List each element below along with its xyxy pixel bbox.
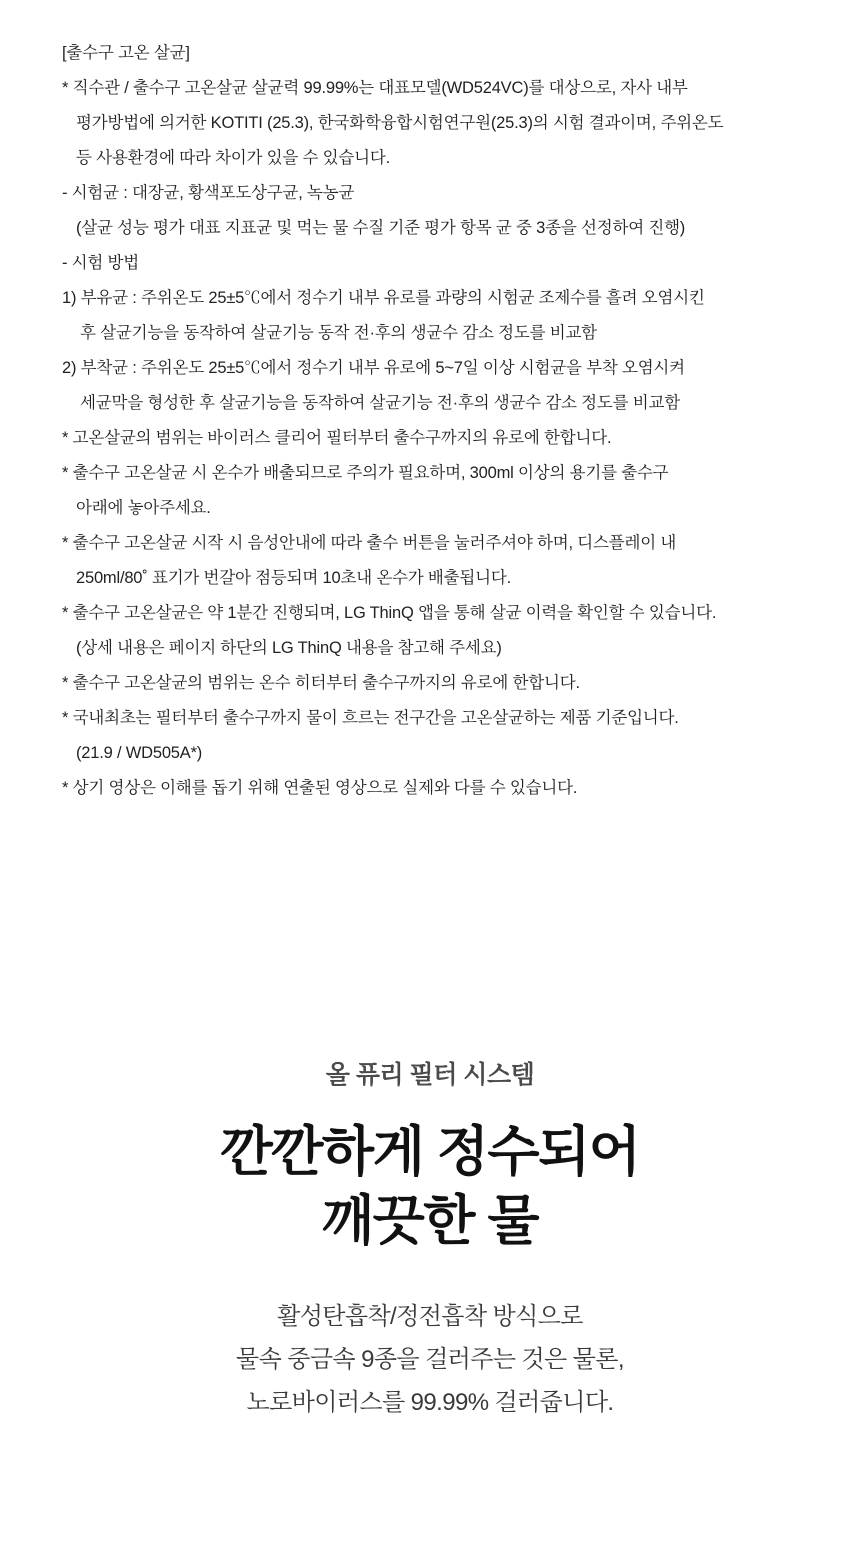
disclaimer-heading: [출수구 고온 살균]	[62, 44, 190, 62]
disclaimer-line: 2) 부착균 : 주위온도 25±5℃에서 정수기 내부 유로에 5~7일 이상 시험균을 부착 오염시켜	[62, 359, 685, 377]
hero-eyebrow: 올 퓨리 필터 시스템	[325, 1061, 535, 1089]
disclaimer-line: * 국내최초는 필터부터 출수구까지 물이 흐르는 전구간을 고온살균하는 제품 기준입니다.	[62, 709, 679, 727]
hero-description	[0, 1296, 860, 1424]
disclaimer-line: (살균 성능 평가 대표 지표균 및 먹는 물 수질 기준 평가 항목 균 중 3종을 선정하여 진행)	[76, 219, 686, 237]
disclaimer-line: * 출수구 고온살균은 약 1분간 진행되며, LG ThinQ 앱을 통해 살균 이력을 확인할 수 있습니다.	[62, 604, 717, 622]
disclaimer-line: 1) 부유균 : 주위온도 25±5℃에서 정수기 내부 유로를 과량의 시험균 조제수를 흘려 오염시킨	[62, 289, 705, 307]
disclaimer-line: 평가방법에 의거한 KOTITI (25.3), 한국화학융합시험연구원(25.3)의 시험 결과이며, 주위온도	[76, 114, 724, 132]
disclaimer-section	[62, 36, 802, 806]
disclaimer-line: 등 사용환경에 따라 차이가 있을 수 있습니다.	[76, 149, 390, 167]
disclaimer-line: (21.9 / WD505A*)	[76, 744, 203, 762]
disclaimer-line: - 시험 방법	[62, 254, 140, 272]
page-title	[0, 1118, 860, 1256]
disclaimer-line: - 시험균 : 대장균, 황색포도상구균, 녹농균	[62, 184, 355, 202]
disclaimer-line: * 직수관 / 출수구 고온살균 살균력 99.99%는 대표모델(WD524VC)를 대상으로, 자사 내부	[62, 79, 688, 97]
disclaimer-line: 250ml/80˚ 표기가 번갈아 점등되며 10초내 온수가 배출됩니다.	[76, 569, 511, 587]
hero-desc-line-2: 물속 중금속 9종을 걸러주는 것은 물론,	[236, 1345, 624, 1373]
disclaimer-line: * 출수구 고온살균의 범위는 온수 히터부터 출수구까지의 유로에 한합니다.	[62, 674, 580, 692]
disclaimer-line: (상세 내용은 페이지 하단의 LG ThinQ 내용을 참고해 주세요)	[76, 639, 502, 657]
disclaimer-line: 세균막을 형성한 후 살균기능을 동작하여 살균기능 전·후의 생균수 감소 정도를 비교함	[80, 394, 681, 412]
hero-desc-line-1: 활성탄흡착/정전흡착 방식으로	[277, 1303, 583, 1331]
hero-desc-line-3: 노로바이러스를 99.99% 걸러줍니다.	[246, 1388, 614, 1416]
disclaimer-line: * 상기 영상은 이해를 돕기 위해 연출된 영상으로 실제와 다를 수 있습니다.	[62, 779, 578, 797]
disclaimer-line: 후 살균기능을 동작하여 살균기능 동작 전·후의 생균수 감소 정도를 비교함	[80, 324, 597, 342]
disclaimer-line: * 고온살균의 범위는 바이러스 클리어 필터부터 출수구까지의 유로에 한합니다.	[62, 429, 612, 447]
disclaimer-line: 아래에 놓아주세요.	[76, 499, 211, 517]
disclaimer-line: * 출수구 고온살균 시작 시 음성안내에 따라 출수 버튼을 눌러주셔야 하며, 디스플레이 내	[62, 534, 677, 552]
hero-section	[0, 1060, 860, 1424]
hero-title-line-1: 깐깐하게 정수되어	[220, 1122, 640, 1182]
hero-title-line-2: 깨끗한 물	[321, 1191, 539, 1252]
disclaimer-line: * 출수구 고온살균 시 온수가 배출되므로 주의가 필요하며, 300ml 이상의 용기를 출수구	[62, 464, 669, 482]
